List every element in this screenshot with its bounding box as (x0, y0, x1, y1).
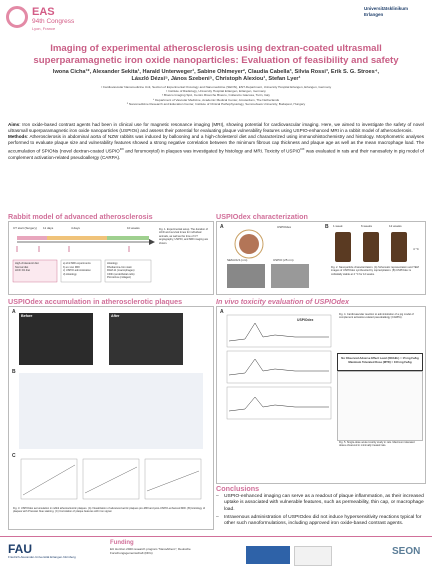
char-label-b: B (325, 224, 329, 230)
methods-paragraph (8, 134, 424, 161)
noael-line: No Observed Adverse Effect Level (NOAEL) = 15 mg Fe/kg (341, 356, 419, 360)
eas-location-text: Lyon, France (32, 26, 56, 31)
aims-paragraph (8, 122, 424, 134)
affiliation-5: ⁵ Nanomedicine Research and Education Center, Institute of Clinical Pathophysiology, Semmelweis University, Budapest, Hungary (126, 101, 306, 106)
methods-text: : Atherosclerosis in abdominal aorta of NZW rabbits was induced by ballooning and a high-cholesterol diet and characterized using immunohistochemistry and histology. Morphometric analyses performed to evaluate plaque size and vulnerability features showed a strong negative correlation between the minimum fibrous cap thickness and plaque age as well as the mean macrophage load. The accumulation of SPIONs (novel dextran-coated USPIO (8, 134, 424, 154)
authors-line-2: László Dézsi⁵, János Szebeni⁵, Christoph Alexiou¹, Stefan Lyer¹ (131, 76, 301, 82)
seon-logo: SEON (392, 546, 421, 557)
legend-mid-item: c) USPIO administration (63, 269, 91, 273)
funding-text: EU Horizon 2020 research program "NanoAthero"; Deutsche Forschungsgemeinschaft (DFG) (110, 547, 191, 555)
poster-title (20, 43, 412, 67)
section-title-toxicity: In vivo toxicity evaluation of USPIOdex (216, 297, 350, 306)
abstract (8, 122, 424, 161)
timeline-label-1: CT start (Surgery) (13, 226, 37, 230)
fau-logo: FAU (8, 542, 32, 556)
accumulation-panel (8, 306, 214, 530)
before-label: Before (21, 314, 33, 318)
toxicity-panel (216, 306, 426, 484)
char-illustration (217, 222, 425, 294)
mri-after-image (109, 313, 183, 365)
authors-line-1: Iwona Cicha¹*, Alexander Sekita¹, Harald Unterweger¹, Sabine Ohlmeyer², Claudia Cabella³, Silvia Rossi³, Erik S. G. Stroes⁴, (52, 69, 380, 75)
legend-right-item: Picrosirius (collagen) (107, 276, 132, 280)
legend-mid-item: a) 2nd MRI experiments (63, 262, 91, 265)
fig2-caption: Fig. 2. Nanoparticle characterization. (A) Schematic representation and TEM images of USPIOdex synthesized by coprecipitation. (B) USPIOdex is colloidally stable at 4 °C for 12 weeks. (331, 266, 419, 276)
legend-right (107, 262, 135, 280)
temp-label: 4 °C (413, 247, 419, 251)
legend-left-item: High-cholesterol diet (15, 262, 39, 265)
fig5-caption: Fig. 5. Single-dose acute toxicity study in rats. Maximum tolerated doses observed in minimally treated rats. (339, 441, 415, 448)
affiliation-3: ³ Bracco Imaging SpA, Centro Ricerche Bracco, Colleretto Giacosa, Turin, Italy (162, 93, 270, 98)
accum-label-a: A (12, 309, 16, 315)
aims-label: Aims (8, 122, 20, 127)
em-label-3: USPIOdex (277, 225, 292, 229)
vial-label-2: 6 weeks (361, 224, 373, 228)
methods-sup-2: DX (300, 147, 305, 152)
legend-mid (63, 262, 91, 276)
footer-divider (0, 536, 432, 537)
eas-circle-icon (6, 6, 28, 28)
legend-mid-item: b) ex vivo MRI (63, 265, 80, 269)
fig4-caption: Fig. 4. Cardiovascular reaction to administration of a pig model of complement activation-related pseudoallergy (CARPA). (339, 313, 414, 320)
title-line-1: Imaging of experimental atherosclerosis using dextran-coated ultrasmall (50, 43, 382, 54)
section-title-accumulation: USPIOdex accumulation in atherosclerotic plaques (8, 297, 183, 306)
eas-congress-text: 94th Congress (32, 18, 75, 25)
funding-title: Funding (110, 540, 134, 546)
tox-table (337, 371, 423, 441)
legend-left-item: Normal diet (15, 265, 29, 269)
drug-label: USPIOdex (297, 318, 314, 322)
conclusion-item-2: – Intravenous administration of USPIOdex did not induce hypersensitivity reactions typical for other such nanoformulations, including approved iron oxide-based contrast agents. (224, 515, 424, 528)
conclusion-item-1: – USPIO-enhanced imaging can serve as a readout of plaque inflammation, as their increased uptake is associated with vulnerable features, such as permeability, thin cap, or macrophage load. (224, 494, 424, 513)
section-title-conclusions: Conclusions (216, 484, 260, 493)
conclusions-list (216, 494, 424, 529)
dfg-logo (294, 546, 332, 566)
eas-logo-text: EAS (32, 6, 55, 18)
fig3-caption: Fig. 3. USPIOdex accumulation in rabbit atherosclerotic plaques. (A) Visualization of advanced aortic plaques pre-MRI and post-USPIO-enhanced MRI. (B) Histology of plaques with Prussian blue staining. (C) Correlation of plaque features with iron signal. (13, 507, 205, 514)
legend-right-item: CD31 (endothelial cells) (107, 272, 135, 276)
vial-label-3: 12 weeks (389, 224, 402, 228)
methods-sup-1: DX (119, 147, 124, 152)
methods-text-2: and ferumoxytol) in plaques was investigated by histology and MRI. Toxicity of USPIO (123, 148, 301, 154)
characterization-panel (216, 221, 426, 295)
section-title-characterization: USPIOdex characterization (216, 212, 308, 221)
title-line-2: superparamagnetic iron oxide nanoparticles: Evaluation of feasibility and safety (33, 55, 399, 66)
after-label: After (111, 314, 120, 318)
affiliation-1: ¹ Cardiovascular Nanomedicine Unit, Section of Experimental Oncology and Nanomedicine (SEON), ENT-Department, University Hospital Erlangen, Erlangen, Germany (100, 85, 332, 89)
mri-before-image (19, 313, 93, 365)
section-title-rabbit-model: Rabbit model of advanced atherosclerosis (8, 212, 153, 221)
tox-plots (225, 313, 335, 421)
timeline-label-3: 4 days (71, 226, 80, 230)
legend-right-item: Histology (107, 262, 118, 265)
affiliations (30, 85, 402, 106)
em-label-2: USPIO (25 nm) (273, 258, 294, 262)
aims-text: : Iron oxide-based contrast agents had been in clinical use for magnetic resonance imaging (MRI), showing potential for cardiovascular imaging. Here, we aimed to investigate the safety of novel ultrasmall superparamagnetic iron oxide nanoparticles (USPIOs) and assess their potential for evaluating plaque vulnerability features using USPIO-enhanced MRI in a rabbit model of atherosclerosis. (8, 122, 424, 134)
fau-subtitle: Friedrich-Alexander-Universität Erlangen-Nürnberg (8, 555, 76, 559)
legend-right-item: RAM-11 (macrophages) (107, 269, 135, 273)
char-label-a: A (220, 224, 224, 230)
timeline-label-2: 11 days (43, 226, 54, 230)
legend-mid-item: d) Histology (63, 272, 77, 276)
vial-label-1: 1 week (333, 224, 343, 228)
fig1-caption: Fig. 1. Experimental setup. The duration of HCD and survival times for individual animals, as well as the time of CT angiography, USPIO, and MRI imaging are shown. (159, 228, 209, 245)
eas-logo (6, 6, 86, 32)
legend-right-item: Rhodamine-Iron stain (107, 265, 132, 269)
histology-image (19, 373, 203, 449)
legend-left (15, 262, 39, 273)
em-label-1: SEM-DLS (nm) (227, 258, 248, 262)
noael-box (337, 353, 423, 371)
rabbit-model-panel (8, 221, 214, 295)
accum-plots (19, 457, 203, 503)
eu-funding-logo (246, 546, 290, 564)
accum-label-c: C (12, 453, 16, 459)
affiliation-2: ² Institute of Radiology, University Hospital Erlangen, Erlangen, Germany (166, 89, 266, 94)
tox-label-a: A (220, 309, 224, 315)
accum-label-b: B (12, 369, 16, 375)
affiliation-4: ⁴ Department of Vascular Medicine, Academic Medical Center, Amsterdam, The Netherlands (152, 97, 280, 102)
timeline-label-4: 10 weeks (127, 226, 140, 230)
mtd-line: Maximum Tolerated Dose (MTD) = 100 mg Fe/kg (348, 360, 412, 364)
authors (20, 69, 412, 83)
methods-label: Methods (8, 134, 27, 140)
university-logo: Universitätsklinikum Erlangen (364, 6, 409, 17)
legend-left-item: HCD 1% diet (15, 269, 30, 273)
methods-text-3: was evaluated in rats and their nanosafety in pig model of complement activation-related pseudoallergy (CARPA). (8, 148, 424, 160)
